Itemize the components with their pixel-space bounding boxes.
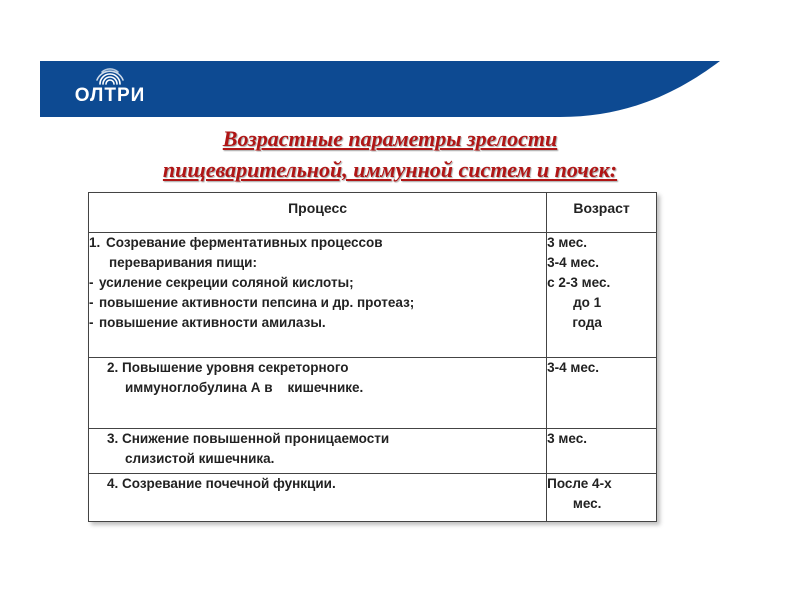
age-value: 3 мес. <box>547 235 587 250</box>
process-line: переваривания пищи: <box>109 255 257 270</box>
process-line: слизистой кишечника. <box>125 451 275 466</box>
header-age: Возраст <box>547 193 657 233</box>
title-line-1: Возрастные параметры зрелости <box>222 126 558 151</box>
bullet-item: - усиление секреции соляной кислоты; <box>89 275 354 290</box>
age-cell <box>547 358 657 429</box>
logo-text: ОЛТРИ <box>74 85 146 106</box>
process-line: 3. Снижение повышенной проницаемости <box>107 431 390 446</box>
process-line: иммуноглобулина А в кишечнике. <box>125 380 364 395</box>
maturity-table <box>88 192 657 522</box>
age-cell <box>547 474 657 522</box>
process-cell <box>89 233 547 358</box>
fingerprint-icon <box>94 66 126 86</box>
age-value: 3-4 мес. <box>547 360 599 375</box>
title-line-2: пищеварительной, иммунной систем и почек: <box>162 157 618 182</box>
table-row <box>89 358 657 429</box>
age-value: года <box>572 315 602 330</box>
age-value: 3 мес. <box>547 431 587 446</box>
age-value: с 2-3 мес. <box>547 275 611 290</box>
page-title <box>90 123 690 185</box>
process-line: 2. Повышение уровня секреторного <box>107 360 349 375</box>
process-line: 1. Созревание ферментативных процессов <box>89 233 546 253</box>
table-row <box>89 474 657 522</box>
table-row <box>89 429 657 474</box>
age-value: После 4-х <box>547 476 612 491</box>
age-cell <box>547 233 657 358</box>
process-line: 4. Созревание почечной функции. <box>107 476 336 491</box>
bullet-item: - повышение активности пепсина и др. протеаз; <box>89 295 415 310</box>
table-row <box>89 233 657 358</box>
process-cell <box>89 429 547 474</box>
age-value: мес. <box>572 496 602 511</box>
age-value: до 1 <box>573 295 602 310</box>
process-cell <box>89 358 547 429</box>
row-number: 1. <box>89 235 101 250</box>
table-header-row <box>89 193 657 233</box>
bullet-item: - повышение активности амилазы. <box>89 315 326 330</box>
age-cell <box>547 429 657 474</box>
age-value: 3-4 мес. <box>547 255 599 270</box>
header-process: Процесс <box>89 193 547 233</box>
process-cell <box>89 474 547 522</box>
logo <box>70 66 150 110</box>
